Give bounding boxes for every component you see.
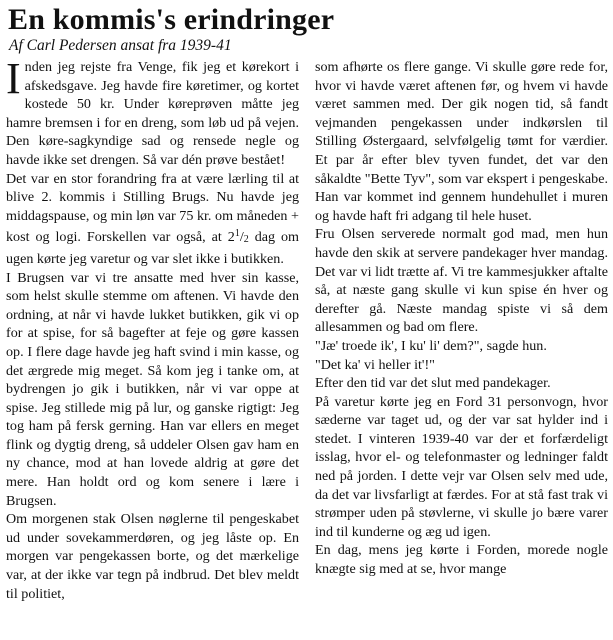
drop-cap: I — [6, 54, 21, 103]
left-column — [6, 54, 300, 603]
paragraph: Om morgenen stak Olsen nøglerne til pengeskabet ud under sovekammerdøren, og jeg låste op. En morgen var pengekassen borte, og det mærkelige var, at der ikke var tegn på indbrud. Det blev meldt til politiet, — [6, 511, 299, 602]
paragraph-text: Det var en stor forandring fra at være lærling til at blive 2. kommis i Stilling Brugs. Nu havde jeg middagspause, og min løn var 75 kr. om måneden + kost og logi. Forskellen var også, at 2 — [6, 170, 299, 246]
paragraph: Det var en stor forandring fra at være lærling til at blive 2. kommis i Stilling Brugs. Nu havde jeg middagspause, og min løn var 75 kr. om måneden + kost og logi. Forskellen var også, at $2^1/_2$ dag om ugen kørte jeg varetur og var slet ikke i butikken. — [6, 170, 300, 267]
paragraph: som afhørte os flere gange. Vi skulle gøre rede for, hvor vi havde været aftenen før, og hvem vi havde været sammen med. Der gik nogen tid, så fandt vejmanden pengekassen under indkørslen til Stilling Østergaard, selvfølgelig tømt for værdier. Et par år efter blev tyven fundet, det var den såkaldte "Bette Tyv", som var ekspert i pengeskabe. Han var kommet ind gennem hundehullet i muren og havde haft fri adgang til hele huset. — [315, 59, 608, 224]
paragraph: "Jæ' troede ik', I ku' li' dem?", sagde hun. — [315, 337, 547, 354]
paragraph: På varetur kørte jeg en Ford 31 personvogn, hvor sæderne var taget ud, og der var sat hylder ind i stedet. I vinteren 1939-40 var der et forfærdeligt isslag, hvor el- og telefonmaster og ledninger faldt ned på jorden. I dette vejr var Olsen selv med ude, da det var livsfarligt at færdes. For at stå fast trak vi strømper uden på støvlerne, vi skulle jo bære varer ind til kunderne og æg ud igen. — [315, 393, 608, 540]
paragraph: I Brugsen var vi tre ansatte med hver sin kasse, som helst skulle stemme om aftenen. Vi havde den ordning, at når vi havde lukket butikken, gik vi op for at spise, for så bagefter at feje og gøre kassen op. I flere dage havde jeg haft svind i min kasse, og det ærgrede mig meget. Så kom jeg i tanke om, at bydrengen jo gik i butikken, når vi var oppe at spise. Jeg stillede mig på lur, og ganske rigtigt: Jeg tog ham på fersk gerning. Han var ellers en meget flink og dygtig dreng, så uddeler Olsen gav ham en ny chance, mod at han lovede aldrig at gøre det mere. Han holdt ord og kom senere i lære i Brugsen. — [6, 269, 299, 509]
fraction-denominator: 2 — [243, 234, 249, 246]
paragraph-text: nden jeg rejste fra Venge, fik jeg et kørekort i afskedsgave. Jeg havde fire køretimer, og kortet kostede 50 kr. Under køreprøven måtte jeg hamre bremsen i for en dreng, som løb ud på vejen. Den køre-sagkyndige sad og rensede negle og havde ikke set drengen. Så var dén prøve bestået! — [6, 59, 299, 168]
fraction-numerator: 1 — [234, 228, 240, 240]
right-column — [315, 58, 608, 579]
paragraph: Fru Olsen serverede normalt god mad, men hun havde den skik at servere pandekager hver mandag. Det var vi lidt trætte af. Vi tre kammesjukker aftalte så, at næste gang skulle vi kun spise én hver og derefter gå. Næste mandag spiste vi så dem allesammen og bad om flere. — [315, 226, 608, 336]
article-title: En kommis's erindringer — [8, 3, 335, 36]
paragraph — [6, 54, 299, 170]
paragraph-text: dag om ugen kørte jeg varetur og var slet ikke i butikken. — [6, 229, 300, 267]
paragraph: "Det ka' vi heller it'!" — [315, 356, 435, 373]
article-byline: Af Carl Pedersen ansat fra 1939-41 — [9, 37, 232, 54]
paragraph: En dag, mens jeg kørte i Forden, morede nogle knægte sig med at se, hvor mange — [315, 542, 608, 578]
paragraph: Efter den tid var det slut med pandekager. — [315, 375, 551, 392]
